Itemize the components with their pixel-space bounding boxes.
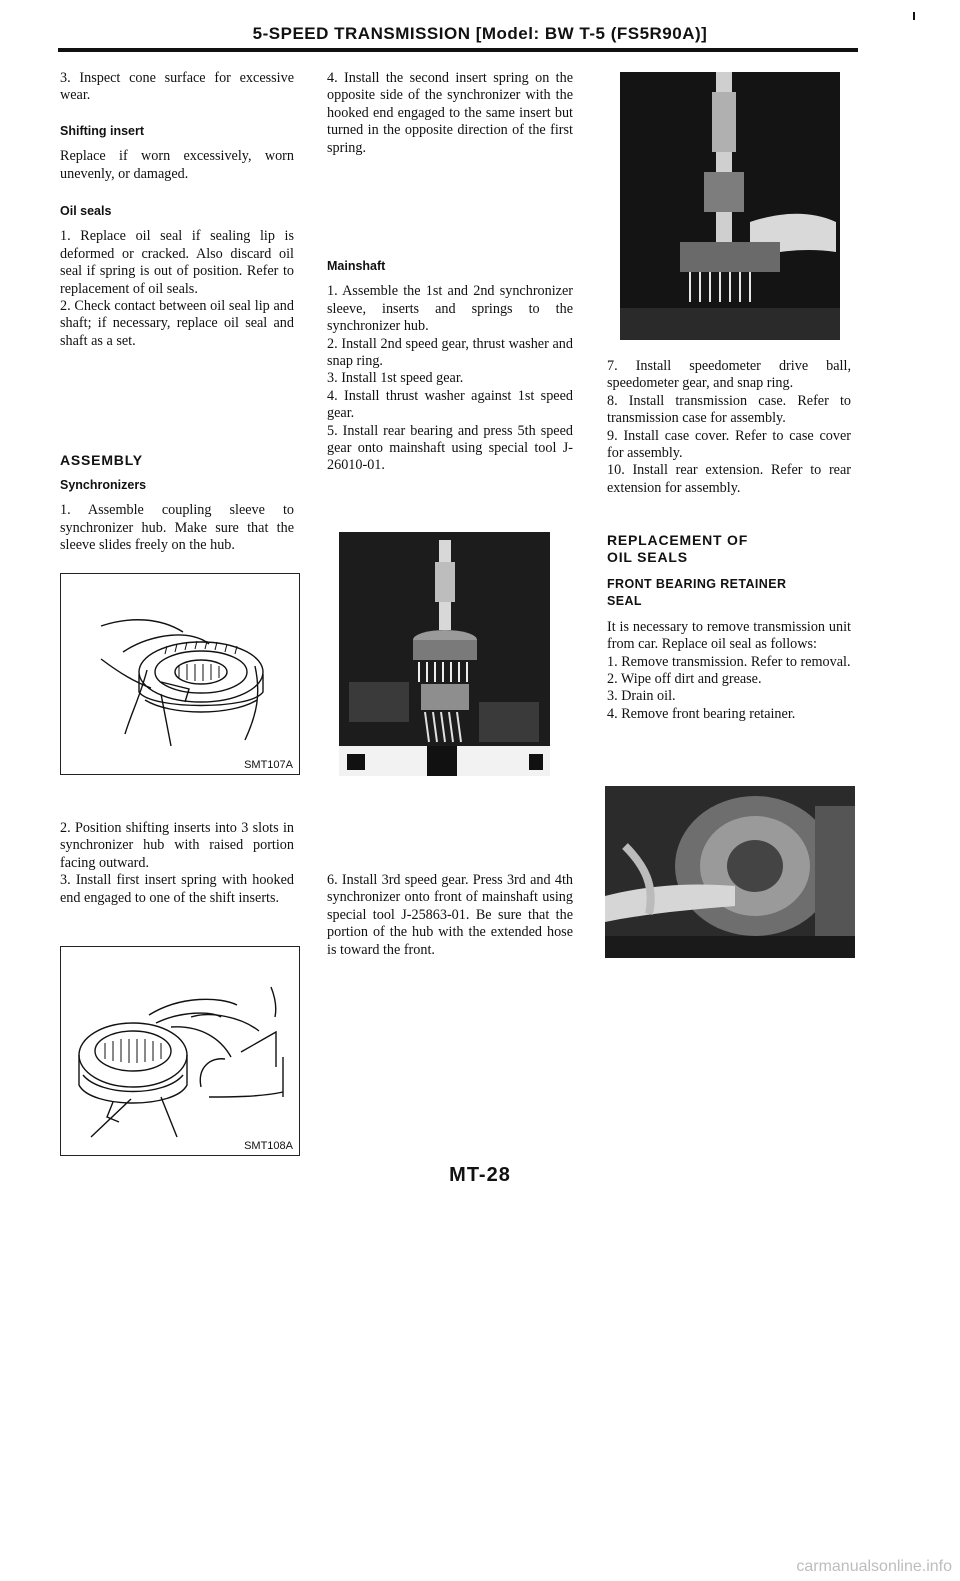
corner-mark	[913, 12, 915, 20]
column-2	[327, 70, 573, 157]
figure-smt107a	[60, 573, 300, 775]
paragraph-mainshaft-1: 1. Assemble the 1st and 2nd synchronizer sleeve, inserts and springs to the synchronizer hub.	[327, 283, 573, 335]
subheading-front-bearing-2: SEAL	[607, 594, 642, 609]
paragraph-front-step-3: 3. Drain oil.	[607, 688, 676, 705]
position-inserts-block	[60, 820, 294, 907]
photo-mainshaft-gears	[339, 532, 550, 776]
photo-front-bearing-retainer	[605, 786, 855, 958]
page-header: 5-SPEED TRANSMISSION [Model: BW T-5 (FS5R90A)]	[252, 24, 708, 43]
retainer-photo-illustration	[605, 786, 855, 958]
subheading-shifting-insert: Shifting insert	[60, 123, 145, 138]
subheading-oil-seals: Oil seals	[60, 204, 112, 219]
page-number: MT-28	[449, 1164, 511, 1186]
mainshaft-block	[327, 258, 573, 475]
replacement-block	[607, 532, 851, 723]
paragraph-step-8: 8. Install transmission case. Refer to transmission case for assembly.	[607, 392, 851, 427]
paragraph-front-step-1: 1. Remove transmission. Refer to removal.	[607, 653, 851, 670]
section-heading-replacement-1: REPLACEMENT OF	[607, 532, 749, 548]
paragraph-sync-3: 3. Install first insert spring with hooked end engaged to one of the shift inserts.	[60, 872, 294, 906]
paragraph-oil-seals-2: 2. Check contact between oil seal lip and shaft; if necessary, replace oil seal and shaft as a set.	[60, 298, 294, 349]
column-1	[60, 70, 294, 350]
subheading-mainshaft: Mainshaft	[327, 259, 386, 273]
paragraph-mainshaft-2: 2. Install 2nd speed gear, thrust washer and snap ring.	[327, 335, 573, 370]
section-heading-replacement-2: OIL SEALS	[607, 549, 688, 565]
paragraph-sync-2: 2. Position shifting inserts into 3 slots in synchronizer hub with raised portion facing outward.	[60, 820, 294, 871]
subheading-synchronizers: Synchronizers	[60, 478, 147, 492]
paragraph-mainshaft-4: 4. Install thrust washer against 1st speed gear.	[327, 387, 573, 422]
paragraph-mainshaft-6: 6. Install 3rd speed gear. Press 3rd and 4th synchronizer onto front of mainshaft using special tool J-25863-01. Be sure that the portion of the hub with the extended hose is toward the front.	[327, 872, 573, 958]
paragraph-step-9: 9. Install case cover. Refer to case cover for assembly.	[607, 427, 851, 462]
mainshaft-photo-illustration	[339, 532, 550, 776]
install-3rd-gear-block	[327, 872, 573, 959]
subheading-front-bearing-1: FRONT BEARING RETAINER	[607, 577, 787, 591]
header-rule	[58, 48, 858, 52]
insert-spring-illustration	[61, 947, 299, 1155]
photo-mainshaft-installed	[620, 72, 840, 340]
synchronizer-sleeve-illustration	[61, 574, 299, 774]
figure-label-smt107a: SMT107A	[244, 759, 293, 771]
figure-smt108a	[60, 946, 300, 1156]
paragraph-oil-seals-1: 1. Replace oil seal if sealing lip is deformed or cracked. Also discard oil seal if spring is out of position. Refer to replacement of oil seals.	[60, 228, 294, 297]
watermark: carmanualsonline.info	[796, 1558, 952, 1575]
section-heading-assembly: ASSEMBLY	[60, 452, 143, 468]
paragraph-mainshaft-3: 3. Install 1st speed gear.	[327, 370, 464, 387]
assembly-block	[60, 452, 294, 555]
paragraph-front-step-4: 4. Remove front bearing retainer.	[607, 705, 796, 722]
paragraph-inspect-cone: 3. Inspect cone surface for excessive wear.	[60, 70, 294, 104]
paragraph-second-spring: 4. Install the second insert spring on the opposite side of the synchronizer with the hooked end engaged to the same insert but turned in the opposite direction of the first spring.	[327, 70, 573, 156]
paragraph-front-step-2: 2. Wipe off dirt and grease.	[607, 671, 762, 688]
paragraph-step-7: 7. Install speedometer drive ball, speedometer gear, and snap ring.	[607, 358, 851, 392]
paragraph-step-10: 10. Install rear extension. Refer to rear extension for assembly.	[607, 462, 851, 496]
figure-label-smt108a: SMT108A	[244, 1140, 293, 1152]
column-3	[607, 358, 851, 497]
paragraph-front-seal: It is necessary to remove transmission unit from car. Replace oil seal as follows:	[607, 618, 851, 653]
paragraph-sync-1: 1. Assemble coupling sleeve to synchronizer hub. Make sure that the sleeve slides freely on the hub.	[60, 502, 294, 554]
paragraph-mainshaft-5: 5. Install rear bearing and press 5th speed gear onto mainshaft using special tool J-26010-01.	[327, 422, 573, 474]
shaft-photo-illustration	[620, 72, 840, 340]
paragraph-shifting-insert: Replace if worn excessively, worn unevenly, or damaged.	[60, 148, 294, 182]
